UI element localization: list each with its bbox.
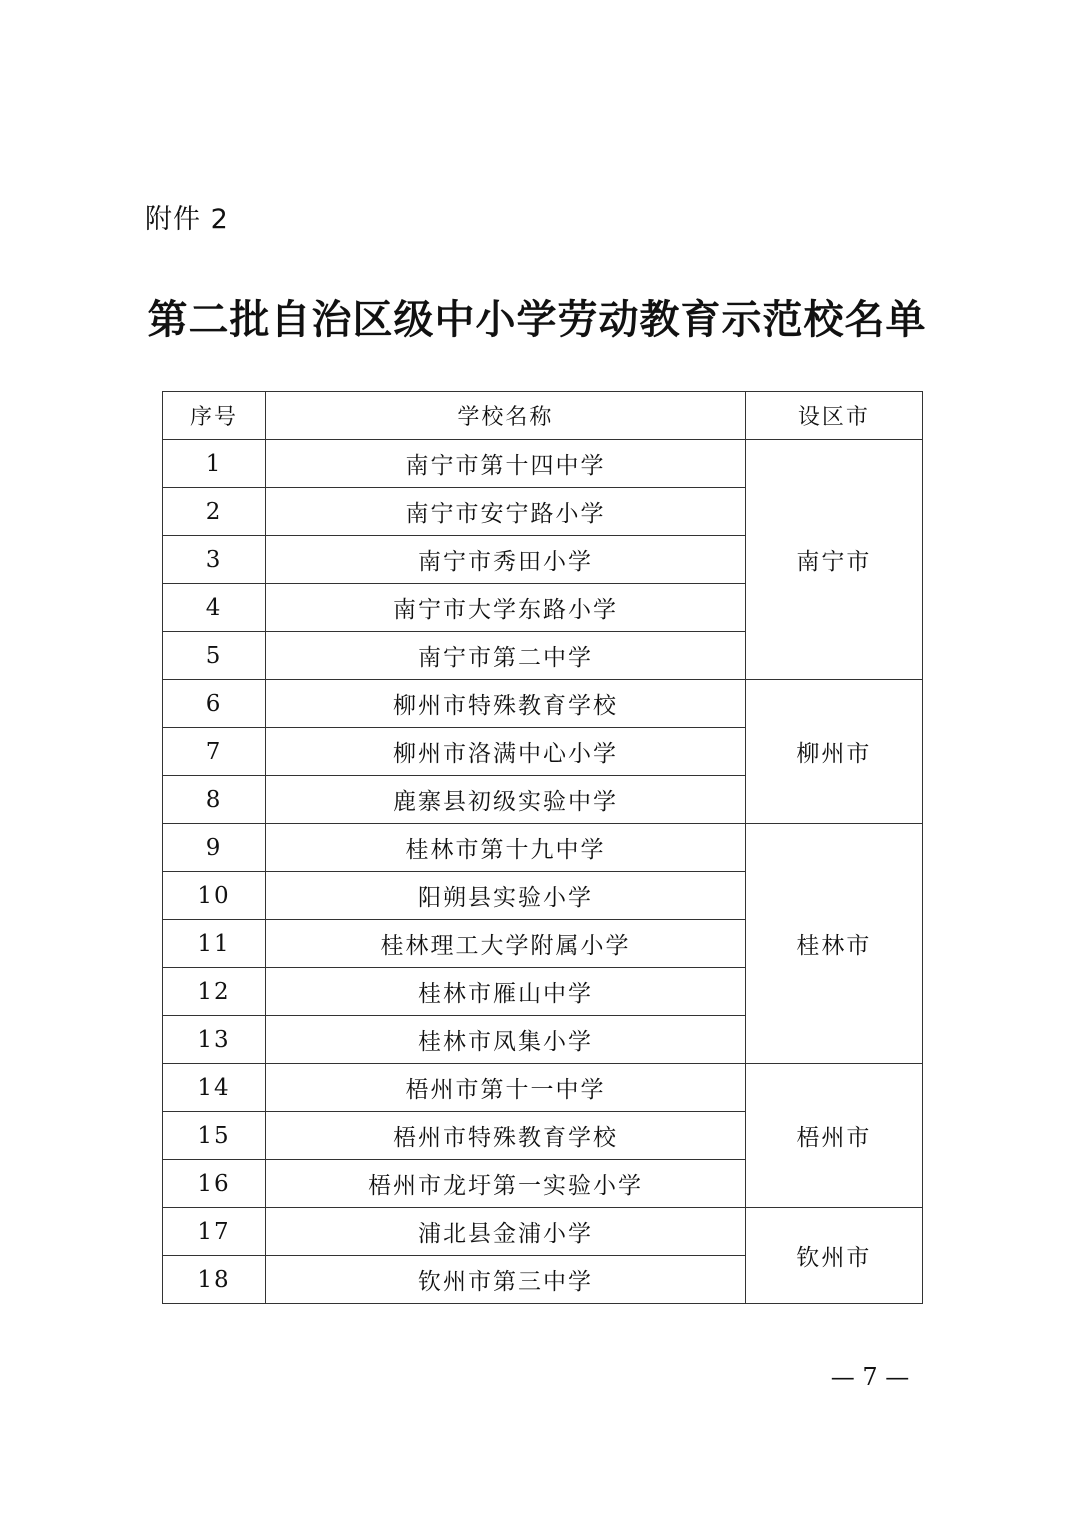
row-number: 10 [163,872,266,920]
row-number: 9 [163,824,266,872]
row-number: 13 [163,1016,266,1064]
row-number: 5 [163,632,266,680]
city-cell: 桂林市 [745,824,922,1064]
school-name: 梧州市第十一中学 [266,1064,746,1112]
row-number: 11 [163,920,266,968]
school-name: 南宁市第二中学 [266,632,746,680]
table-body [163,440,923,1304]
school-name: 浦北县金浦小学 [266,1208,746,1256]
school-name: 桂林市凤集小学 [266,1016,746,1064]
row-number: 12 [163,968,266,1016]
table-header-row [163,392,923,440]
city-cell: 柳州市 [745,680,922,824]
header-number: 序号 [163,392,266,440]
school-name: 梧州市龙圩第一实验小学 [266,1160,746,1208]
school-name: 梧州市特殊教育学校 [266,1112,746,1160]
row-number: 4 [163,584,266,632]
school-name: 桂林市雁山中学 [266,968,746,1016]
row-number: 15 [163,1112,266,1160]
header-city: 设区市 [745,392,922,440]
school-name: 南宁市第十四中学 [266,440,746,488]
city-cell: 南宁市 [745,440,922,680]
school-name: 钦州市第三中学 [266,1256,746,1304]
school-name: 鹿寨县初级实验中学 [266,776,746,824]
document-title: 第二批自治区级中小学劳动教育示范校名单 [147,297,927,343]
attachment-label: 附件 2 [145,204,229,235]
row-number: 7 [163,728,266,776]
row-number: 8 [163,776,266,824]
school-name: 桂林市第十九中学 [266,824,746,872]
school-name: 南宁市安宁路小学 [266,488,746,536]
table-row [163,1208,923,1256]
row-number: 18 [163,1256,266,1304]
row-number: 1 [163,440,266,488]
row-number: 17 [163,1208,266,1256]
row-number: 3 [163,536,266,584]
table-row [163,680,923,728]
table-row [163,440,923,488]
city-cell: 梧州市 [745,1064,922,1208]
school-name: 阳朔县实验小学 [266,872,746,920]
table-row [163,1064,923,1112]
row-number: 14 [163,1064,266,1112]
row-number: 16 [163,1160,266,1208]
city-cell: 钦州市 [745,1208,922,1304]
page-number: — 7 — [830,1363,910,1391]
school-name: 桂林理工大学附属小学 [266,920,746,968]
school-name: 南宁市大学东路小学 [266,584,746,632]
table-row [163,824,923,872]
school-name: 柳州市洛满中心小学 [266,728,746,776]
header-school-name: 学校名称 [266,392,746,440]
row-number: 6 [163,680,266,728]
school-name: 柳州市特殊教育学校 [266,680,746,728]
school-list-table [162,391,923,1304]
school-name: 南宁市秀田小学 [266,536,746,584]
row-number: 2 [163,488,266,536]
